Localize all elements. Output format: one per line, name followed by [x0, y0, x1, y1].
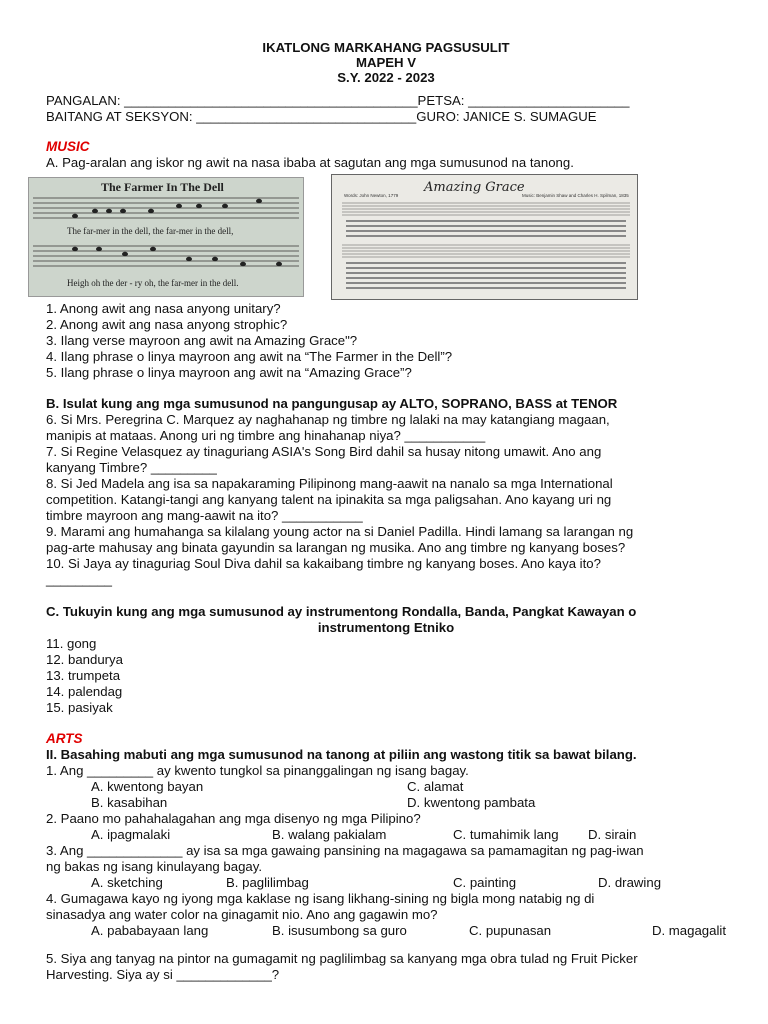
- music-b-line-5: 8. Si Jed Madela ang isa sa napakaraming Pilipinong mang-aawit na nanalo sa mga International: [46, 476, 613, 491]
- arts-q2-option-d: D. sirain: [588, 827, 637, 842]
- music-c-item-12: 12. bandurya: [46, 652, 123, 667]
- arts-q3-option-d: D. drawing: [598, 875, 662, 890]
- arts-question-5: 5. Siya ang tanyag na pintor na gumagamit ng paglilimbag sa kanyang mga obra tulad ng Fruit Picker: [46, 951, 638, 966]
- teacher-field: GURO: JANICE S. SUMAGUE: [416, 109, 597, 124]
- arts-heading: II. Basahing mabuti ang mga sumusunod na tanong at piliin ang wastong titik sa bawat bilang.: [46, 747, 637, 762]
- arts-question-5-cont: Harvesting. Siya ay si _____________?: [46, 967, 280, 982]
- music-b-line-1: 6. Si Mrs. Peregrina C. Marquez ay naghahanap ng timbre ng lalaki na may katangiang magaan,: [46, 412, 610, 427]
- name-date-row: [46, 93, 726, 109]
- arts-q3-option-a: A. sketching: [91, 875, 163, 890]
- arts-q4-option-c: C. pupunasan: [468, 923, 552, 938]
- music-b-line-2: manipis at mataas. Anong uri ng timbre ang hinahanap niya? ___________: [46, 428, 486, 443]
- arts-q4-option-d: D. magagalit: [651, 923, 726, 938]
- music-section-title: MUSIC: [46, 139, 90, 154]
- music-b-line-10: 10. Si Jaya ay tinaguriag Soul Diva dahil sa kakaibang timbre ng kanyang boses. Ano kaya ito?: [46, 556, 601, 571]
- date-field: PETSA: ______________________: [417, 93, 630, 108]
- music-b-line-11: _________: [46, 572, 113, 587]
- music-scores: [46, 175, 726, 297]
- arts-q3-option-c: C. painting: [453, 875, 517, 890]
- arts-question-4: 4. Gumagawa kayo ng iyong mga kaklase ng isang likhang-sining ng bigla mong natabig ng di: [46, 891, 595, 906]
- music-heading-c: C. Tukuyin kung ang mga sumusunod ay instrumentong Rondalla, Banda, Pangkat Kawayan o: [46, 604, 637, 619]
- arts-q4-option-b: B. isusumbong sa guro: [271, 923, 407, 938]
- score2-title: Amazing Grace: [424, 180, 525, 195]
- arts-question-1: 1. Ang _________ ay kwento tungkol sa pinanggalingan ng isang bagay.: [46, 763, 469, 778]
- music-b-line-6: competition. Katangi-tangi ang kanyang talent na ipinakita sa mga paligsahan. Ano kayang uri ng: [46, 492, 612, 507]
- music-question-2: 2. Anong awit ang nasa anyong strophic?: [46, 317, 288, 332]
- music-question-3: 3. Ilang verse mayroon ang awit na Amazing Grace"?: [46, 333, 358, 348]
- music-c-item-15: 15. pasiyak: [46, 700, 113, 715]
- score2-words-credit: Words: John Newton, 1779: [344, 193, 399, 198]
- score1-title: The Farmer In The Dell: [101, 180, 224, 194]
- arts-q4-option-a: A. pababayaan lang: [91, 923, 209, 938]
- arts-question-3: 3. Ang _____________ ay isa sa mga gawaing pansining na magagawa sa pamamagitan ng pag-iwan: [46, 843, 644, 858]
- arts-question-2: 2. Paano mo pahahalagahan ang mga disenyo ng mga Pilipino?: [46, 811, 421, 826]
- music-b-line-3: 7. Si Regine Velasquez ay tinaguriang ASIA's Song Bird dahil sa husay nitong umawit. Ano ang: [46, 444, 602, 459]
- arts-q1-option-b: B. kasabihan: [91, 795, 168, 810]
- music-question-1: 1. Anong awit ang nasa anyong unitary?: [46, 301, 281, 316]
- music-c-item-13: 13. trumpeta: [46, 668, 121, 683]
- arts-q1-option-c: C. alamat: [407, 779, 464, 794]
- music-heading-c-cont: instrumentong Etniko: [317, 620, 455, 635]
- arts-q2-option-a: A. ipagmalaki: [91, 827, 171, 842]
- score1-lyric-1: The far-mer in the dell, the far-mer in the dell,: [67, 226, 234, 236]
- arts-question-4-cont: sinasadya ang water color na ginagamit nio. Ano ang gagawin mo?: [46, 907, 438, 922]
- exam-page: [46, 40, 726, 983]
- arts-q1-option-a: A. kwentong bayan: [91, 779, 204, 794]
- arts-q2-option-c: C. tumahimik lang: [453, 827, 559, 842]
- exam-subject: MAPEH V: [355, 55, 417, 70]
- arts-question-3-cont: ng bakas ng isang kinulayang bagay.: [46, 859, 263, 874]
- arts-q2-options: [46, 827, 726, 843]
- music-question-5: 5. Ilang phrase o linya mayroon ang awit na “Amazing Grace”?: [46, 365, 412, 380]
- score1-lyric-2: Heigh oh the der - ry oh, the far-mer in the dell.: [67, 278, 239, 288]
- music-question-4: 4. Ilang phrase o linya mayroon ang awit na “The Farmer in the Dell”?: [46, 349, 453, 364]
- music-b-line-8: 9. Marami ang humahanga sa kilalang young actor na si Daniel Padilla. Hindi lamang sa larangan ng: [46, 524, 634, 539]
- music-b-line-7: timbre mayroon ang mang-aawit na ito? ___________: [46, 508, 363, 523]
- arts-q1-option-d: D. kwentong pambata: [407, 795, 536, 810]
- music-c-item-11: 11. gong: [46, 636, 97, 651]
- arts-q4-options: [46, 923, 726, 939]
- exam-school-year: S.Y. 2022 - 2023: [337, 70, 435, 85]
- music-b-line-4: kanyang Timbre? _________: [46, 460, 217, 475]
- farmer-in-the-dell-score: [28, 177, 304, 297]
- music-c-item-14: 14. palendag: [46, 684, 123, 699]
- music-instruction-a: A. Pag-aralan ang iskor ng awit na nasa ibaba at sagutan ang mga sumusunod na tanong.: [46, 155, 574, 170]
- exam-title: IKATLONG MARKAHANG PAGSUSULIT: [262, 40, 510, 55]
- arts-q3-options: [46, 875, 726, 891]
- section-teacher-row: [46, 109, 726, 125]
- amazing-grace-score: [331, 174, 638, 300]
- music-b-line-9: pag-arte mahusay ang binata gayundin sa larangan ng musika. Ano ang timbre ng kanyang boses?: [46, 540, 626, 555]
- arts-q3-option-b: B. paglilimbag: [226, 875, 309, 890]
- arts-q1-options-row-2: [46, 795, 726, 811]
- arts-section-title: ARTS: [46, 731, 83, 746]
- section-field: BAITANG AT SEKSYON: ______________________________: [46, 109, 417, 124]
- music-heading-b: B. Isulat kung ang mga sumusunod na pangungusap ay ALTO, SOPRANO, BASS at TENOR: [46, 396, 618, 411]
- score2-music-credit: Music: Benjamin Shaw and Charles H. Spilman, 1835: [522, 193, 629, 198]
- arts-q1-options-row-1: [46, 779, 726, 795]
- name-field: PANGALAN: ________________________________________: [46, 93, 418, 108]
- arts-q2-option-b: B. walang pakialam: [272, 827, 387, 842]
